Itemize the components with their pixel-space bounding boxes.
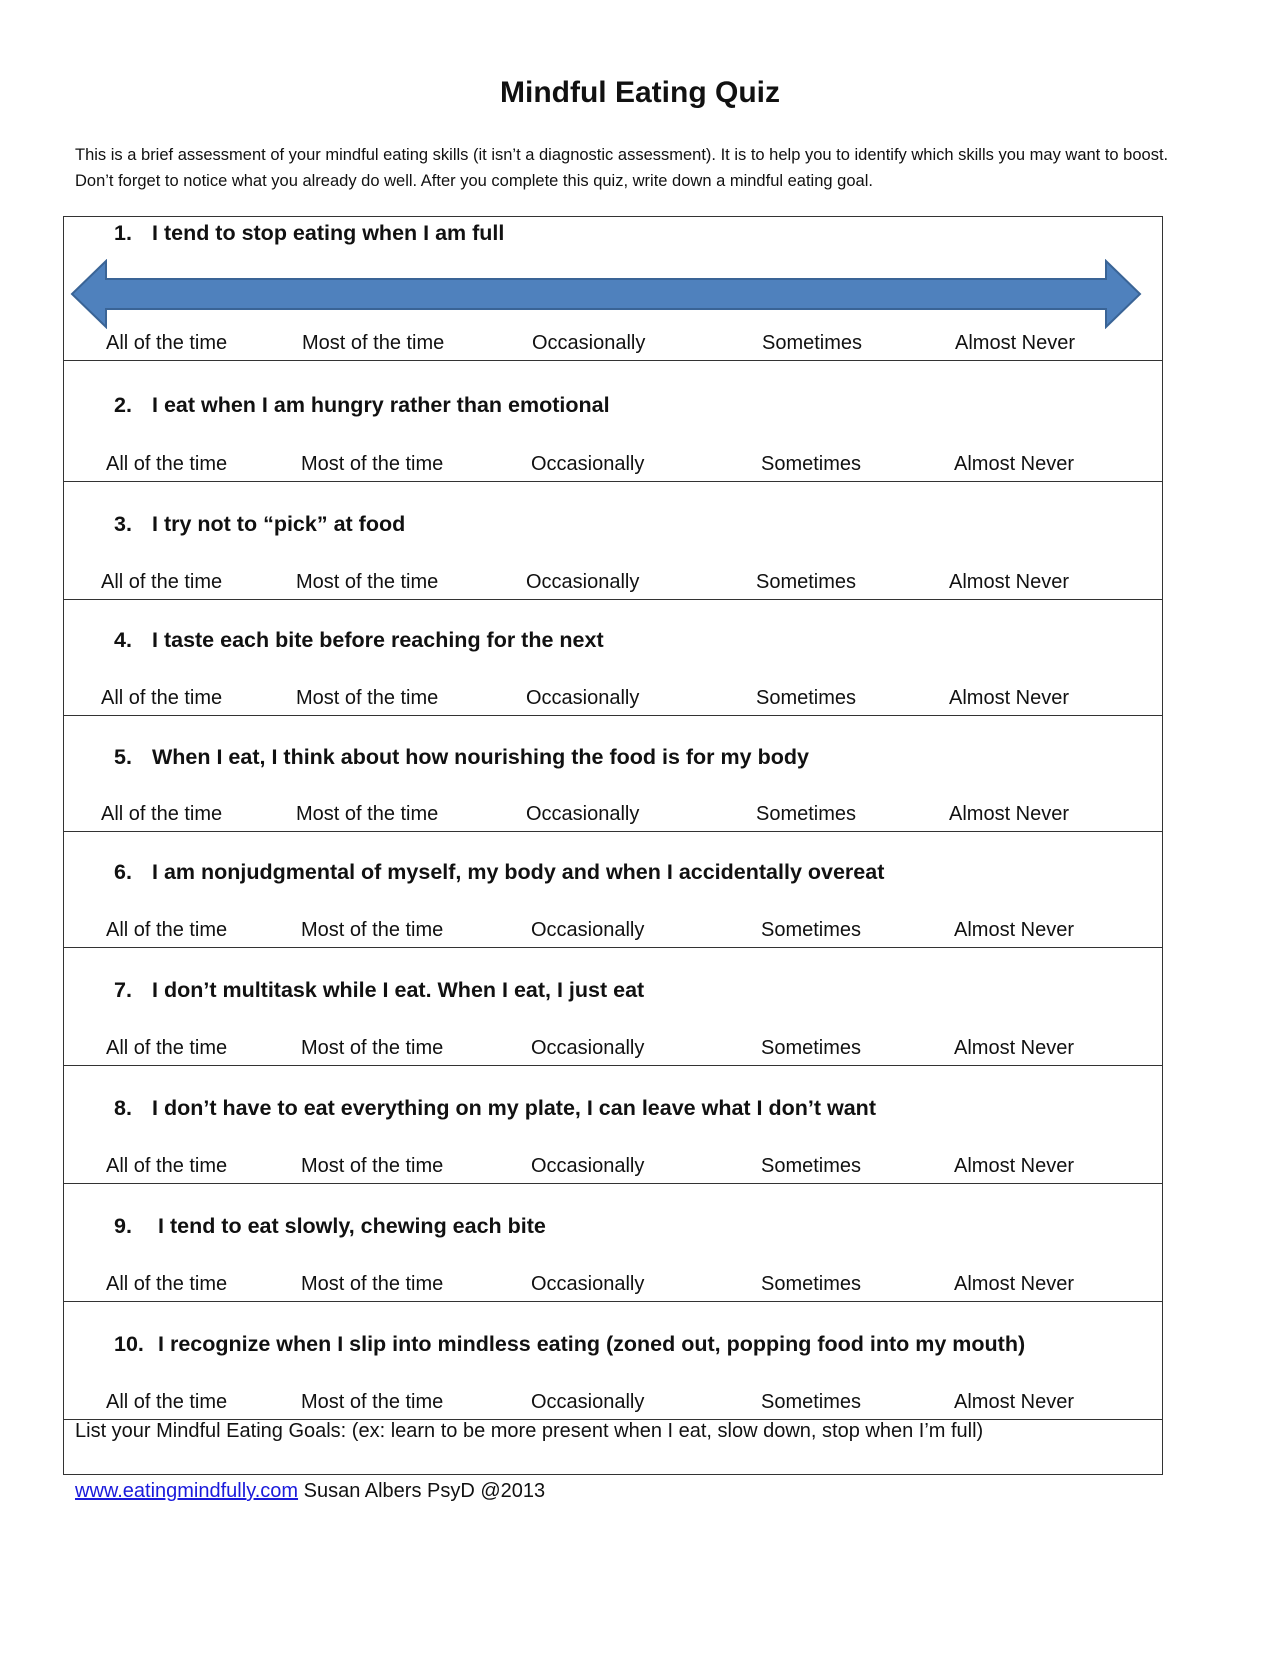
question-label: I tend to eat slowly, chewing each bite [158, 1214, 546, 1238]
response-scale [64, 1273, 1162, 1299]
response-scale [64, 453, 1162, 479]
response-scale [64, 687, 1162, 713]
question-row [64, 1184, 1162, 1302]
question-label: I don’t have to eat everything on my plate, I can leave what I don’t want [152, 1096, 876, 1120]
question-text [114, 1332, 1025, 1357]
option-most-of-the-time[interactable]: Most of the time [296, 687, 439, 709]
question-number: 7. [114, 978, 132, 1002]
option-most-of-the-time[interactable]: Most of the time [296, 571, 439, 593]
question-text [114, 1096, 876, 1121]
question-label: I recognize when I slip into mindless eating (zoned out, popping food into my mouth) [158, 1332, 1026, 1356]
question-label: When I eat, I think about how nourishing the food is for my body [152, 745, 809, 769]
option-sometimes[interactable]: Sometimes [761, 1155, 862, 1177]
option-most-of-the-time[interactable]: Most of the time [296, 803, 439, 825]
response-scale [64, 1155, 1162, 1181]
option-sometimes[interactable]: Sometimes [756, 571, 857, 593]
option-almost-never[interactable]: Almost Never [954, 919, 1075, 941]
question-row [64, 600, 1162, 716]
goals-section[interactable] [64, 1418, 1162, 1474]
quiz-table [63, 216, 1163, 1475]
question-label: I taste each bite before reaching for the next [152, 628, 604, 652]
question-row [64, 1066, 1162, 1184]
response-scale [64, 1391, 1162, 1417]
question-row [64, 716, 1162, 832]
question-row [64, 1302, 1162, 1420]
option-sometimes[interactable]: Sometimes [761, 1391, 862, 1413]
option-occasionally[interactable]: Occasionally [526, 687, 640, 709]
option-occasionally[interactable]: Occasionally [531, 1273, 645, 1295]
option-sometimes[interactable]: Sometimes [756, 803, 857, 825]
option-occasionally[interactable]: Occasionally [531, 1037, 645, 1059]
footer [75, 1480, 545, 1503]
question-number: 9. [114, 1214, 132, 1238]
response-scale [64, 919, 1162, 945]
option-all-of-the-time[interactable]: All of the time [106, 919, 228, 941]
question-row [64, 217, 1162, 361]
question-number: 4. [114, 628, 132, 652]
question-row [64, 948, 1162, 1066]
page-title: Mindful Eating Quiz [500, 76, 780, 109]
option-occasionally[interactable]: Occasionally [531, 453, 645, 475]
option-most-of-the-time[interactable]: Most of the time [301, 1391, 444, 1413]
option-almost-never[interactable]: Almost Never [954, 1391, 1075, 1413]
response-scale [64, 571, 1162, 597]
option-sometimes[interactable]: Sometimes [761, 1273, 862, 1295]
option-sometimes[interactable]: Sometimes [761, 453, 862, 475]
question-number: 6. [114, 860, 132, 884]
option-all-of-the-time[interactable]: All of the time [106, 1155, 228, 1177]
option-most-of-the-time[interactable]: Most of the time [301, 1273, 444, 1295]
question-text [114, 512, 405, 537]
question-number: 5. [114, 745, 132, 769]
option-almost-never[interactable]: Almost Never [954, 1037, 1075, 1059]
option-all-of-the-time[interactable]: All of the time [101, 571, 223, 593]
option-occasionally[interactable]: Occasionally [532, 332, 646, 354]
option-most-of-the-time[interactable]: Most of the time [301, 1155, 444, 1177]
option-all-of-the-time[interactable]: All of the time [101, 803, 223, 825]
option-almost-never[interactable]: Almost Never [949, 687, 1070, 709]
option-sometimes[interactable]: Sometimes [756, 687, 857, 709]
option-all-of-the-time[interactable]: All of the time [106, 332, 228, 354]
option-all-of-the-time[interactable]: All of the time [106, 1037, 228, 1059]
option-all-of-the-time[interactable]: All of the time [106, 1391, 228, 1413]
question-label: I eat when I am hungry rather than emotional [152, 393, 610, 417]
option-almost-never[interactable]: Almost Never [949, 803, 1070, 825]
question-number: 3. [114, 512, 132, 536]
question-text [114, 628, 604, 653]
website-link[interactable]: www.eatingmindfully.com [75, 1480, 299, 1502]
intro-paragraph: This is a brief assessment of your mindful eating skills (it isn’t a diagnostic assessment). It is to help you to identify which skills you may want to boost. Don’t forget to notice what you already do well. After you complete this quiz, write down a mindful eating goal. [75, 146, 1169, 190]
question-number: 1. [114, 221, 132, 245]
double-headed-arrow-icon [70, 259, 1142, 329]
question-text [114, 745, 809, 770]
footer-credit: Susan Albers PsyD @2013 [298, 1480, 546, 1502]
question-text [114, 1214, 546, 1239]
question-label: I am nonjudgmental of myself, my body and when I accidentally overeat [152, 860, 885, 884]
option-occasionally[interactable]: Occasionally [531, 1155, 645, 1177]
question-text [114, 978, 644, 1003]
question-number: 10. [114, 1332, 144, 1356]
option-almost-never[interactable]: Almost Never [955, 332, 1076, 354]
goals-prompt: List your Mindful Eating Goals: (ex: learn to be more present when I eat, slow down, stop when I’m full) [75, 1420, 984, 1442]
option-almost-never[interactable]: Almost Never [954, 1273, 1075, 1295]
question-label: I tend to stop eating when I am full [152, 221, 505, 245]
option-sometimes[interactable]: Sometimes [762, 332, 863, 354]
option-occasionally[interactable]: Occasionally [526, 803, 640, 825]
question-row [64, 482, 1162, 600]
option-most-of-the-time[interactable]: Most of the time [301, 1037, 444, 1059]
option-sometimes[interactable]: Sometimes [761, 1037, 862, 1059]
question-text [114, 860, 884, 885]
option-occasionally[interactable]: Occasionally [526, 571, 640, 593]
option-most-of-the-time[interactable]: Most of the time [301, 919, 444, 941]
option-all-of-the-time[interactable]: All of the time [101, 687, 223, 709]
option-almost-never[interactable]: Almost Never [949, 571, 1070, 593]
question-row [64, 361, 1162, 482]
response-scale [64, 1037, 1162, 1063]
option-most-of-the-time[interactable]: Most of the time [301, 453, 444, 475]
option-almost-never[interactable]: Almost Never [954, 1155, 1075, 1177]
option-occasionally[interactable]: Occasionally [531, 1391, 645, 1413]
question-number: 8. [114, 1096, 132, 1120]
option-all-of-the-time[interactable]: All of the time [106, 1273, 228, 1295]
option-most-of-the-time[interactable]: Most of the time [302, 332, 445, 354]
question-text [114, 221, 504, 246]
question-number: 2. [114, 393, 132, 417]
option-occasionally[interactable]: Occasionally [531, 919, 645, 941]
question-row [64, 832, 1162, 948]
option-sometimes[interactable]: Sometimes [761, 919, 862, 941]
response-scale [64, 803, 1162, 829]
response-scale [64, 332, 1162, 358]
option-almost-never[interactable]: Almost Never [954, 453, 1075, 475]
question-label: I don’t multitask while I eat. When I eat, I just eat [152, 978, 645, 1002]
question-text [114, 393, 610, 418]
option-all-of-the-time[interactable]: All of the time [106, 453, 228, 475]
question-label: I try not to “pick” at food [152, 512, 406, 536]
